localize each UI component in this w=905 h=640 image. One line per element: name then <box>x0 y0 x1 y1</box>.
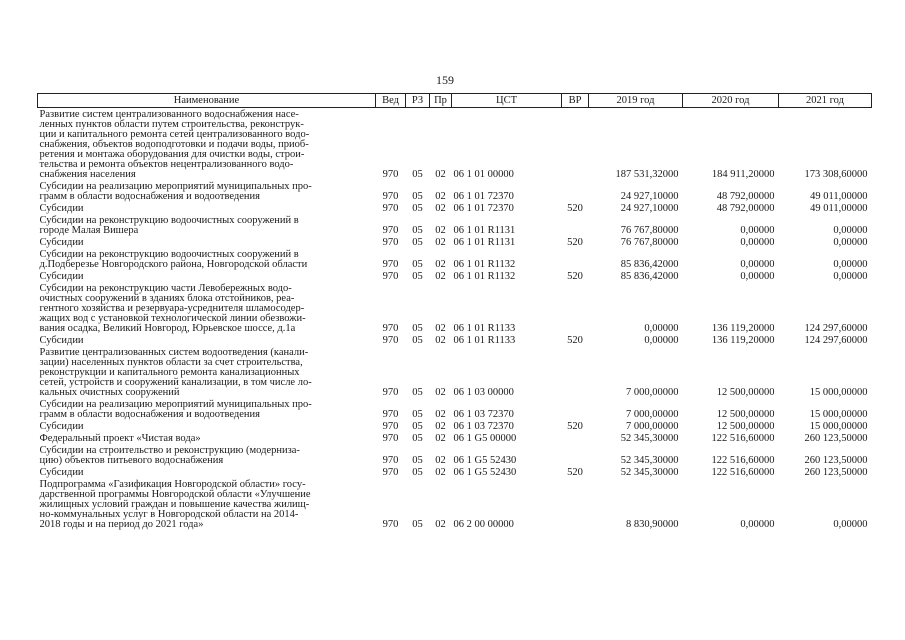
cell-ved: 970 <box>382 455 399 466</box>
name-line: Субсидии на реконструкцию водоочистных сооружений в <box>39 215 299 226</box>
cell-name <box>38 202 376 214</box>
name-line: жащих вод с установкой технологической линии обезвожи- <box>39 313 306 324</box>
cell-2021: 173 308,60000 <box>804 169 868 180</box>
cell-2019: 76 767,80000 <box>620 225 679 236</box>
cell-ved: 970 <box>382 387 399 398</box>
cell-vr <box>562 478 589 530</box>
cell-2019: 0,00000 <box>644 323 679 334</box>
cell-ved: 970 <box>382 271 399 282</box>
table-row <box>38 180 872 202</box>
cell-2019: 52 345,30000 <box>620 467 679 478</box>
cell-2021: 15 000,00000 <box>809 387 868 398</box>
table-row <box>38 466 872 478</box>
table-row <box>38 248 872 270</box>
cell-2019: 7 000,00000 <box>626 421 679 432</box>
cell-vr <box>562 444 589 466</box>
cell-rz: 05 <box>412 519 423 530</box>
cell-name <box>38 398 376 420</box>
cell-2019: 7 000,00000 <box>626 409 679 420</box>
cell-2020: 0,00000 <box>740 225 775 236</box>
cell-name <box>38 248 376 270</box>
cell-pr: 02 <box>435 203 446 214</box>
cell-pr: 02 <box>435 169 446 180</box>
budget-table <box>37 93 872 530</box>
name-line: Подпрограмма «Газификация Новгородской области» госу- <box>39 479 306 490</box>
cell-2019: 85 836,42000 <box>620 271 679 282</box>
name-line: Субсидии <box>39 203 84 214</box>
cell-ved: 970 <box>382 191 399 202</box>
cell-ved: 970 <box>382 421 399 432</box>
cell-name <box>38 108 376 181</box>
cell-rz: 05 <box>412 237 423 248</box>
cell-rz: 05 <box>412 191 423 202</box>
cell-name <box>38 346 376 398</box>
cell-pr: 02 <box>435 335 446 346</box>
cell-2021: 124 297,60000 <box>804 323 868 334</box>
cell-name <box>38 180 376 202</box>
table-row <box>38 334 872 346</box>
cell-vr: 520 <box>567 203 583 214</box>
cell-2021: 0,00000 <box>833 271 868 282</box>
name-line: ленных пунктов области путем строительства, реконструк- <box>39 119 304 130</box>
cell-rz: 05 <box>412 433 423 444</box>
header-cst: ЦСТ <box>452 94 562 108</box>
name-line: снабжения, объектов водоподготовки и подачи воды, приоб- <box>39 139 309 150</box>
cell-pr: 02 <box>435 323 446 334</box>
name-line: зации) населенных пунктов области за счет строительства, <box>39 357 303 368</box>
name-line: городе Малая Вишера <box>39 225 139 236</box>
cell-vr: 520 <box>567 237 583 248</box>
name-line: Субсидии на реализацию мероприятий муниципальных про- <box>39 399 312 410</box>
cell-pr: 02 <box>435 467 446 478</box>
cell-2020: 122 516,60000 <box>711 455 775 466</box>
cell-2020: 122 516,60000 <box>711 433 775 444</box>
cell-vr <box>562 398 589 420</box>
table-row <box>38 108 872 181</box>
name-line: тельства и ремонта объектов нецентрализованного водо- <box>39 159 294 170</box>
cell-name <box>38 420 376 432</box>
table-row <box>38 444 872 466</box>
cell-rz: 05 <box>412 455 423 466</box>
cell-2021: 15 000,00000 <box>809 421 868 432</box>
name-line: очистных сооружений в зданиях блока отстойников, реа- <box>39 293 295 304</box>
cell-pr: 02 <box>435 225 446 236</box>
cell-rz: 05 <box>412 421 423 432</box>
cell-vr: 520 <box>567 335 583 346</box>
cell-pr: 02 <box>435 271 446 282</box>
cell-name <box>38 466 376 478</box>
cell-cst: 06 2 00 00000 <box>453 519 514 530</box>
name-line: цию) объектов питьевого водоснабжения <box>39 455 224 466</box>
cell-ved: 970 <box>382 259 399 270</box>
cell-name <box>38 444 376 466</box>
cell-cst: 06 1 01 72370 <box>453 203 514 214</box>
name-line: Субсидии <box>39 467 84 478</box>
header-name: Наименование <box>38 94 376 108</box>
cell-ved: 970 <box>382 335 399 346</box>
table-row <box>38 270 872 282</box>
name-line: Субсидии <box>39 421 84 432</box>
cell-cst: 06 1 G5 52430 <box>453 467 517 478</box>
header-2019: 2019 год <box>589 94 683 108</box>
name-line: Субсидии на реконструкцию части Левобережных водо- <box>39 283 292 294</box>
header-2021: 2021 год <box>779 94 872 108</box>
header-2020: 2020 год <box>683 94 779 108</box>
cell-name <box>38 236 376 248</box>
table-row <box>38 282 872 334</box>
name-line: Субсидии на реализацию мероприятий муниципальных про- <box>39 181 312 192</box>
cell-rz: 05 <box>412 467 423 478</box>
cell-2021: 260 123,50000 <box>804 455 868 466</box>
name-line: Федеральный проект «Чистая вода» <box>39 433 201 444</box>
table-row <box>38 420 872 432</box>
name-line: Субсидии на реконструкцию водоочистных сооружений в <box>39 249 299 260</box>
page-number: 159 <box>436 73 454 87</box>
cell-ved: 970 <box>382 323 399 334</box>
cell-vr: 520 <box>567 271 583 282</box>
cell-pr: 02 <box>435 433 446 444</box>
cell-2019: 24 927,10000 <box>620 191 679 202</box>
cell-2021: 124 297,60000 <box>804 335 868 346</box>
cell-2021: 0,00000 <box>833 237 868 248</box>
cell-2020: 48 792,00000 <box>716 203 775 214</box>
header-vr: ВР <box>562 94 589 108</box>
cell-rz: 05 <box>412 409 423 420</box>
table-body <box>38 108 872 531</box>
cell-ved: 970 <box>382 467 399 478</box>
cell-2021: 0,00000 <box>833 225 868 236</box>
cell-rz: 05 <box>412 225 423 236</box>
cell-rz: 05 <box>412 271 423 282</box>
cell-2019: 8 830,90000 <box>626 519 679 530</box>
cell-rz: 05 <box>412 323 423 334</box>
name-line: снабжения населения <box>39 169 136 180</box>
cell-ved: 970 <box>382 519 399 530</box>
cell-2021: 15 000,00000 <box>809 409 868 420</box>
name-line: жилищных условий граждан и повышение качества жилищ- <box>39 499 310 510</box>
cell-ved: 970 <box>382 225 399 236</box>
cell-cst: 06 1 01 R1131 <box>453 225 516 236</box>
cell-2021: 260 123,50000 <box>804 467 868 478</box>
cell-2020: 122 516,60000 <box>711 467 775 478</box>
cell-2021: 49 011,00000 <box>810 203 868 214</box>
cell-vr <box>562 108 589 181</box>
header-ved: Вед <box>376 94 406 108</box>
name-line: Субсидии <box>39 271 84 282</box>
cell-pr: 02 <box>435 455 446 466</box>
cell-ved: 970 <box>382 237 399 248</box>
cell-2020: 0,00000 <box>740 519 775 530</box>
cell-cst: 06 1 01 R1132 <box>453 271 516 282</box>
cell-2020: 0,00000 <box>740 237 775 248</box>
name-line: Развитие централизованных систем водоотведения (канали- <box>39 347 309 358</box>
cell-vr <box>562 432 589 444</box>
cell-cst: 06 1 G5 00000 <box>453 433 517 444</box>
cell-2021: 0,00000 <box>833 259 868 270</box>
name-line: ретения и монтажа оборудования для очистки воды, строи- <box>39 149 305 160</box>
cell-cst: 06 1 01 R1131 <box>453 237 516 248</box>
cell-2020: 184 911,20000 <box>711 169 775 180</box>
cell-2019: 187 531,32000 <box>615 169 679 180</box>
header-pr: Пр <box>430 94 452 108</box>
cell-cst: 06 1 03 00000 <box>453 387 514 398</box>
cell-cst: 06 1 01 R1133 <box>453 335 516 346</box>
table-header <box>38 94 872 108</box>
cell-2019: 76 767,80000 <box>620 237 679 248</box>
cell-rz: 05 <box>412 203 423 214</box>
cell-2019: 85 836,42000 <box>620 259 679 270</box>
name-line: гентного хозяйства и резервуара-усреднителя шламосодер- <box>39 303 305 314</box>
cell-name <box>38 432 376 444</box>
table-row <box>38 214 872 236</box>
cell-pr: 02 <box>435 237 446 248</box>
cell-pr: 02 <box>435 387 446 398</box>
cell-2020: 136 119,20000 <box>711 335 775 346</box>
name-line: сетей, устройств и сооружений канализации, в том числе ло- <box>39 377 312 388</box>
cell-ved: 970 <box>382 433 399 444</box>
cell-name <box>38 270 376 282</box>
name-line: но-коммунальных услуг в Новгородской области на 2014- <box>39 509 299 520</box>
cell-rz: 05 <box>412 259 423 270</box>
name-line: грамм в области водоснабжения и водоотведения <box>39 409 260 420</box>
cell-cst: 06 1 01 R1132 <box>453 259 516 270</box>
cell-name <box>38 282 376 334</box>
cell-vr <box>562 346 589 398</box>
name-line: кальных очистных сооружений <box>39 387 180 398</box>
cell-2021: 260 123,50000 <box>804 433 868 444</box>
cell-vr: 520 <box>567 467 583 478</box>
cell-name <box>38 334 376 346</box>
cell-2021: 0,00000 <box>833 519 868 530</box>
cell-2020: 12 500,00000 <box>716 387 775 398</box>
table-row <box>38 346 872 398</box>
cell-cst: 06 1 03 72370 <box>453 421 514 432</box>
cell-2020: 0,00000 <box>740 271 775 282</box>
cell-name <box>38 214 376 236</box>
table-row <box>38 398 872 420</box>
cell-name <box>38 478 376 530</box>
cell-2021: 49 011,00000 <box>810 191 868 202</box>
name-line: реконструкции и капитального ремонта канализационных <box>39 367 300 378</box>
cell-cst: 06 1 03 72370 <box>453 409 514 420</box>
cell-2019: 0,00000 <box>644 335 679 346</box>
cell-pr: 02 <box>435 421 446 432</box>
cell-vr <box>562 282 589 334</box>
cell-cst: 06 1 G5 52430 <box>453 455 517 466</box>
cell-rz: 05 <box>412 169 423 180</box>
cell-pr: 02 <box>435 191 446 202</box>
cell-cst: 06 1 01 72370 <box>453 191 514 202</box>
name-line: д.Подберезье Новгородского района, Новгородской области <box>39 259 308 270</box>
cell-2020: 12 500,00000 <box>716 421 775 432</box>
cell-vr <box>562 248 589 270</box>
header-rz: РЗ <box>406 94 430 108</box>
cell-ved: 970 <box>382 203 399 214</box>
cell-2019: 24 927,10000 <box>620 203 679 214</box>
cell-2020: 136 119,20000 <box>711 323 775 334</box>
cell-vr <box>562 214 589 236</box>
table-row <box>38 202 872 214</box>
name-line: Субсидии на строительство и реконструкцию (модерниза- <box>39 445 300 456</box>
name-line: грамм в области водоснабжения и водоотведения <box>39 191 260 202</box>
name-line: 2018 годы и на период до 2021 года» <box>39 519 204 530</box>
cell-2019: 7 000,00000 <box>626 387 679 398</box>
cell-pr: 02 <box>435 519 446 530</box>
cell-2020: 0,00000 <box>740 259 775 270</box>
name-line: Субсидии <box>39 237 84 248</box>
cell-ved: 970 <box>382 409 399 420</box>
table-row <box>38 478 872 530</box>
table-row <box>38 236 872 248</box>
cell-2019: 52 345,30000 <box>620 433 679 444</box>
cell-pr: 02 <box>435 259 446 270</box>
cell-rz: 05 <box>412 387 423 398</box>
cell-vr: 520 <box>567 421 583 432</box>
cell-ved: 970 <box>382 169 399 180</box>
cell-cst: 06 1 01 00000 <box>453 169 514 180</box>
name-line: ции и капитального ремонта сетей централизованного водо- <box>39 129 310 140</box>
cell-rz: 05 <box>412 335 423 346</box>
name-line: дарственной программы Новгородской области «Улучшение <box>39 489 311 500</box>
cell-cst: 06 1 01 R1133 <box>453 323 516 334</box>
name-line: Субсидии <box>39 335 84 346</box>
cell-pr: 02 <box>435 409 446 420</box>
cell-2020: 12 500,00000 <box>716 409 775 420</box>
table-row <box>38 432 872 444</box>
cell-2019: 52 345,30000 <box>620 455 679 466</box>
name-line: вания осадка, Великий Новгород, Юрьевское шоссе, д.1а <box>39 323 296 334</box>
cell-vr <box>562 180 589 202</box>
cell-2020: 48 792,00000 <box>716 191 775 202</box>
name-line: Развитие систем централизованного водоснабжения насе- <box>39 109 299 120</box>
